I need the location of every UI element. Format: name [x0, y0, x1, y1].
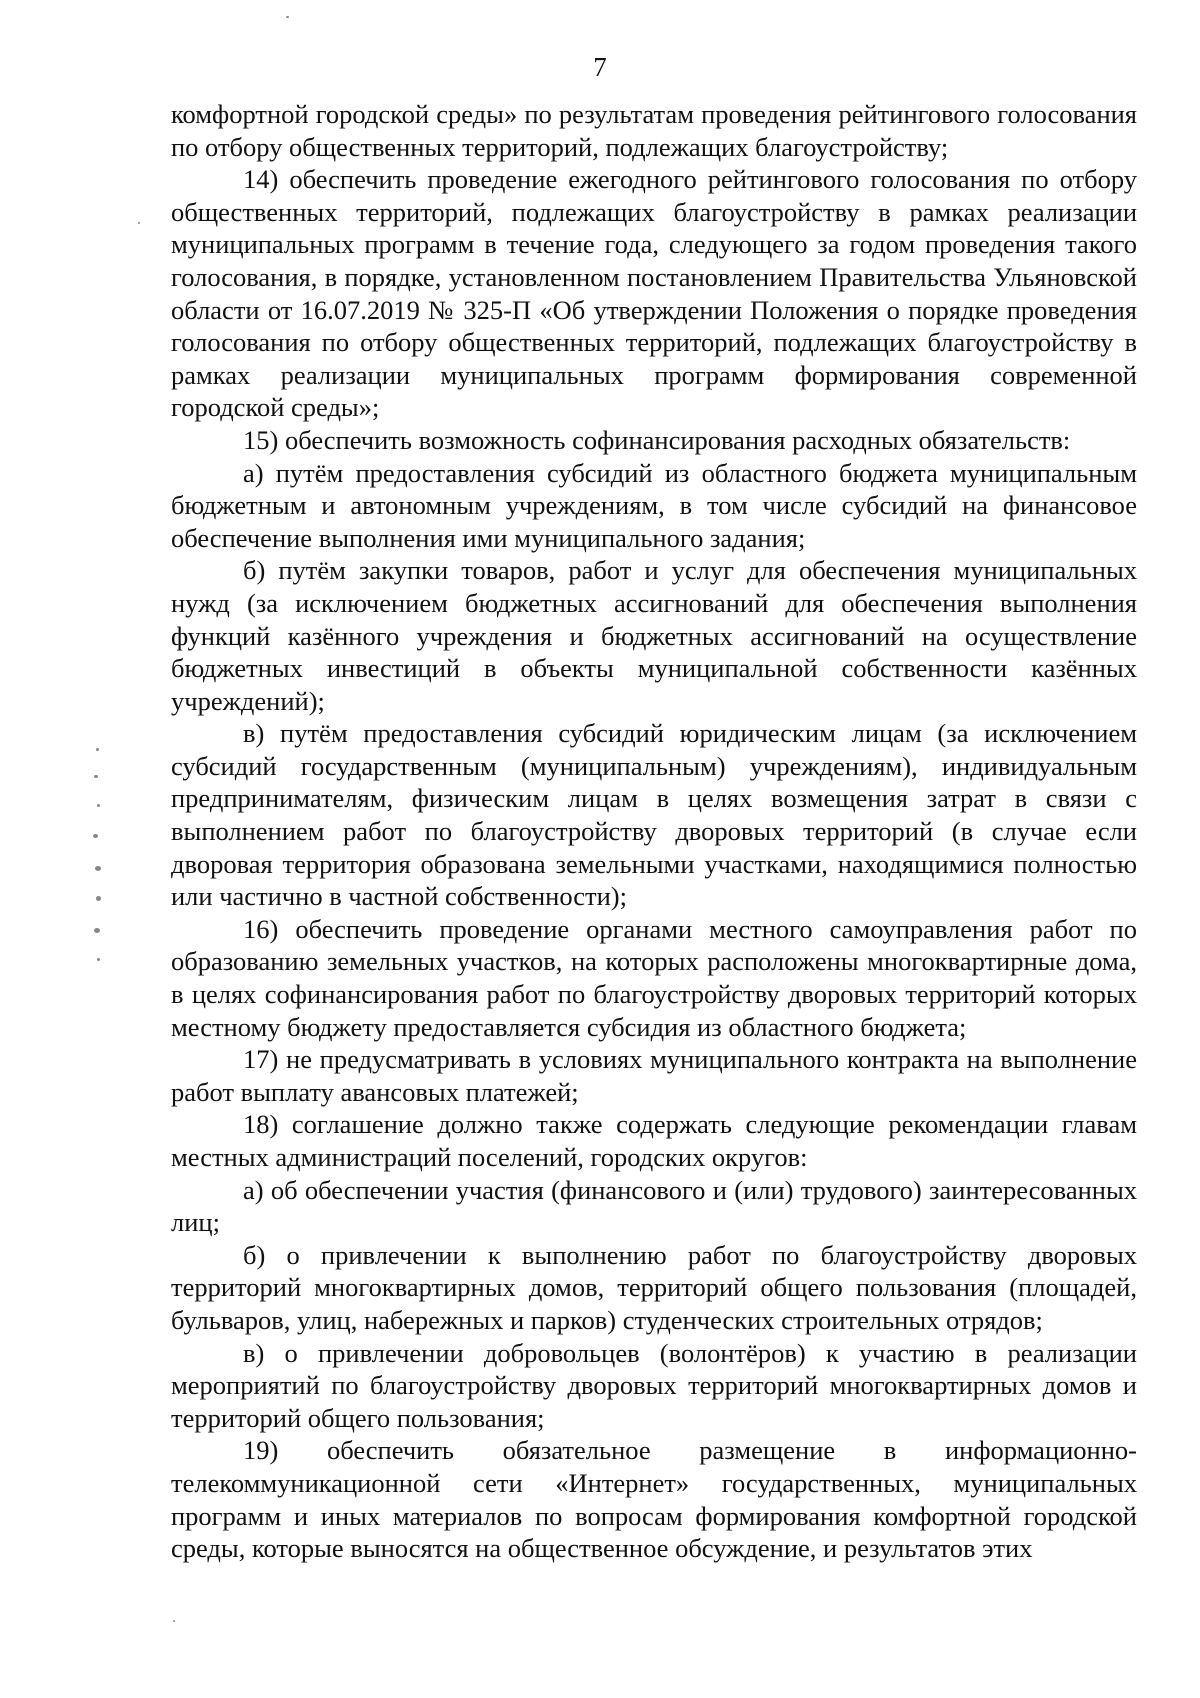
scan-speck	[96, 896, 101, 901]
paragraph-item-15a: а) путём предоставления субсидий из областного бюджета муниципальным бюджетным и автономным учреждениям, в том числе субсидий на финансовое обеспечение выполнения ими муниципального задания;	[171, 457, 1137, 553]
paragraph-item-14: 14) обеспечить проведение ежегодного рейтингового голосования по отбору общественных территорий, подлежащих благоустройству в рамках реализации муниципальных программ в течение года, следующего за годом проведения такого голосования, в порядке, установленном постановлением Правительства Ульяновской области от 16.07.2019 № 325-П «Об утверждении Положения о порядке проведения голосования по отбору общественных территорий, подлежащих благоустройству в рамках реализации муниципальных программ формирования современной городской среды»;	[171, 164, 1137, 423]
paragraph-item-17: 17) не предусматривать в условиях муниципального контракта на выполнение работ выплату авансовых платежей;	[171, 1044, 1137, 1107]
scan-speck	[93, 834, 98, 838]
scan-speck	[97, 804, 100, 807]
page-number: 7	[593, 52, 607, 82]
paragraph-item-18a: а) об обеспечении участия (финансового и (или) трудового) заинтересованных лиц;	[171, 1174, 1137, 1238]
document-body	[171, 98, 1137, 1565]
scan-speck	[97, 958, 100, 961]
scan-speck	[286, 16, 289, 18]
scan-speck	[94, 775, 98, 778]
paragraph-item-15b: б) путём закупки товаров, работ и услуг для обеспечения муниципальных нужд (за исключением бюджетных ассигнований для обеспечения выполнения функций казённого учреждения и бюджетных ассигнований на осуществление бюджетных инвестиций в объекты муниципальной собственности казённых учреждений);	[171, 555, 1137, 716]
paragraph-item-19: 19) обеспечить обязательное размещение в информационно-телекоммуникационной сети «Интернет» государственных, муниципальных программ и иных материалов по вопросам формирования комфортной городской среды, которые выносятся на общественное обсуждение, и результатов этих	[171, 1435, 1137, 1564]
paragraph-item-15: 15) обеспечить возможность софинансирования расходных обязательств:	[243, 424, 1071, 455]
paragraph-item-18v: в) о привлечении добровольцев (волонтёров) к участию в реализации мероприятий по благоустройству дворовых территорий многоквартирных домов и территорий общего пользования;	[171, 1337, 1137, 1433]
paragraph-item-18b: б) о привлечении к выполнению работ по благоустройству дворовых территорий многоквартирных домов, территорий общего пользования (площадей, бульваров, улиц, набережных и парков) студенческих строительных отрядов;	[171, 1239, 1137, 1335]
paragraph-item-16: 16) обеспечить проведение органами местного самоуправления работ по образованию земельных участков, на которых расположены многоквартирные дома, в целях софинансирования работ по благоустройству дворовых территорий которых местному бюджету предоставляется субсидия из областного бюджета;	[171, 913, 1137, 1042]
scan-speck	[96, 748, 99, 751]
paragraph-continuation: комфортной городской среды» по результатам проведения рейтингового голосования по отбору общественных территорий, подлежащих благоустройству;	[171, 99, 1137, 162]
scan-speck	[173, 1620, 175, 1622]
paragraph-item-15v: в) путём предоставления субсидий юридическим лицам (за исключением субсидий государственным (муниципальным) учреждениям), индивидуальным предпринимателям, физическим лицам в целях возмещения затрат в связи с выполнением работ по благоустройству дворовых территорий (в случае если дворовая территория образована земельными участками, находящимися полностью или частично в частной собственности);	[171, 718, 1137, 912]
scan-speck	[138, 222, 140, 224]
scan-speck	[95, 866, 101, 871]
paragraph-item-18: 18) соглашение должно также содержать следующие рекомендации главам местных администраций поселений, городских округов:	[171, 1109, 1137, 1172]
scan-speck	[94, 928, 100, 933]
